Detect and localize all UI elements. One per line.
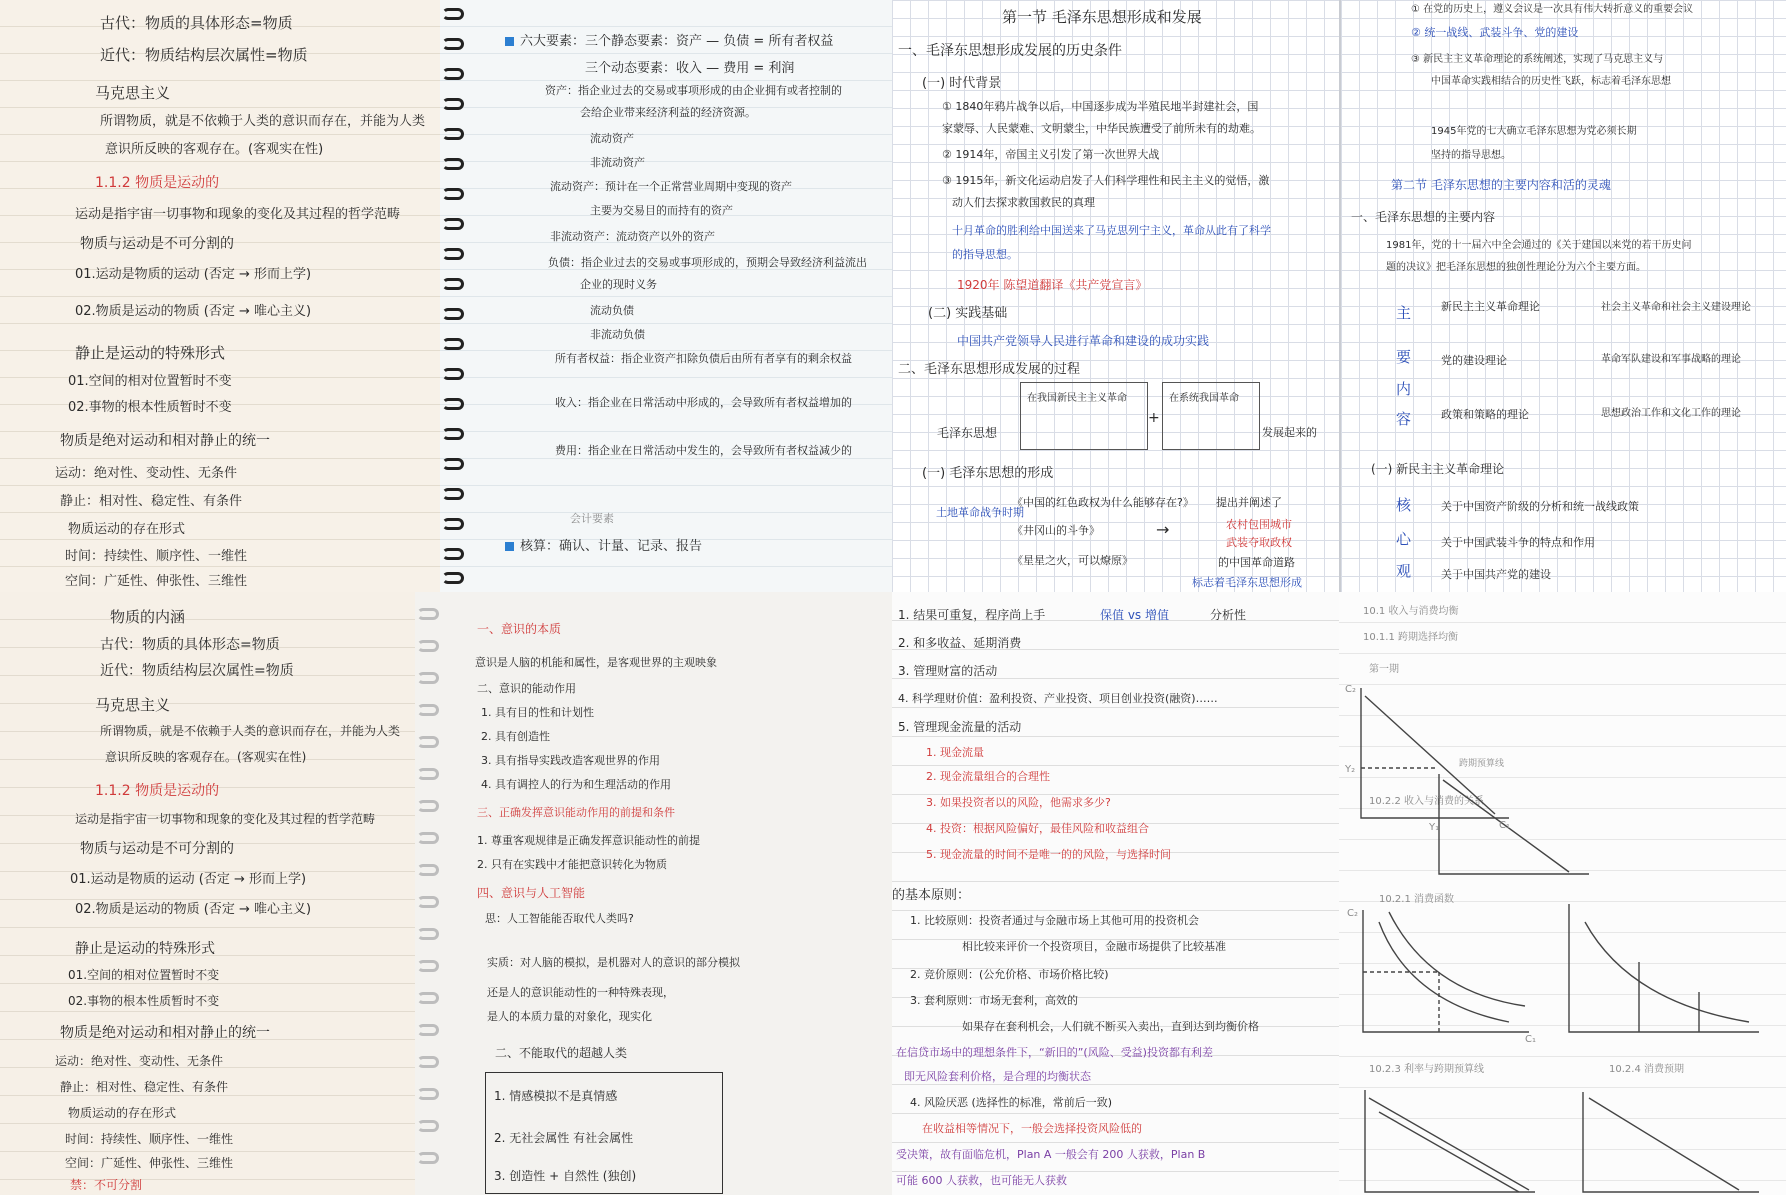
note-line: 《中国的红色政权为什么能够存在?》: [1012, 496, 1194, 509]
note-line: 时间：持续性、顺序性、一维性: [65, 549, 248, 564]
note-line: 流动资产：预计在一个正常营业周期中变现的资产: [550, 180, 792, 193]
note-line: 主要为交易目的而持有的资产: [590, 204, 733, 217]
note-line: 动人们去探求救国救民的真理: [952, 196, 1095, 209]
note-line: 物质的内涵: [110, 608, 186, 626]
note-line: 意识所反映的客观存在。(客观实在性): [105, 142, 324, 157]
note-line: 1. 结果可重复，程序尚上手: [898, 608, 1046, 622]
note-line: 一、毛泽东思想的主要内容: [1351, 210, 1496, 224]
note-line: 流动资产: [590, 132, 634, 145]
note-line: 会给企业带来经济利益的经济资源。: [580, 106, 756, 119]
note-line: 意识是人脑的机能和属性，是客观世界的主观映象: [475, 656, 717, 669]
note-line: 1. 比较原则：投资者通过与金融市场上其他可用的投资机会: [910, 914, 1199, 927]
note-line: 会计要素: [570, 512, 614, 525]
note-line: 禁：不可分割: [70, 1178, 143, 1192]
note-line: 3. 具有指导实践改造客观世界的作用: [481, 754, 660, 767]
note-line: 4. 具有调控人的行为和生理活动的作用: [481, 778, 671, 791]
note-line: 在信贷市场中的理想条件下，“新旧的”(风险、受益)投资都有利差: [896, 1046, 1213, 1059]
note-line: 物质与运动是不可分割的: [80, 841, 234, 857]
note-line: 静止是运动的特殊形式: [75, 344, 226, 362]
note-line: 10.1.1 跨期选择均衡: [1363, 632, 1458, 643]
note-panel-accounting-elements: [440, 0, 892, 592]
note-line: ① 在党的历史上，遵义会议是一次具有伟大转折意义的重要会议: [1411, 4, 1694, 15]
note-line: 分析性: [1210, 608, 1247, 622]
indifference-curve: [1585, 922, 1749, 1022]
note-line: 还是人的意识能动性的一种特殊表现，: [487, 986, 674, 999]
note-line: 物质与运动是不可分割的: [80, 236, 234, 252]
note-line: 2. 无社会属性 有社会属性: [494, 1131, 634, 1145]
note-line: 1. 尊重客观规律是正确发挥意识能动性的前提: [477, 834, 700, 847]
note-line: 农村包围城市: [1226, 518, 1292, 531]
note-line: 《井冈山的斗争》: [1012, 524, 1100, 537]
note-line: 企业的现时义务: [580, 278, 657, 291]
note-line: ③ 新民主主义革命理论的系统阐述，实现了马克思主义与: [1411, 54, 1664, 65]
note-line: 4. 科学理财价值：盈利投资、产业投资、项目创业投资(融资)……: [898, 692, 1218, 705]
note-line: 静止：相对性、稳定性、有条件: [60, 494, 243, 509]
note-line: 相比较来评价一个投资项目，金融市场提供了比较基准: [962, 940, 1226, 953]
note-line: 近代：物质结构层次属性=物质: [100, 663, 294, 679]
note-line: 关于中国武装斗争的特点和作用: [1441, 536, 1595, 549]
note-line: 即无风险套利价格，是合理的均衡状态: [904, 1070, 1091, 1083]
note-line: 静止：相对性、稳定性、有条件: [60, 1080, 229, 1094]
note-line: 所有者权益：指企业资产扣除负债后由所有者享有的剩余权益: [555, 352, 852, 365]
note-line: 四、意识与人工智能: [477, 886, 586, 900]
graph-axes: [1363, 910, 1529, 1032]
note-line: 在我国新民主主义革命: [1027, 393, 1127, 404]
note-line: ③ 1915年，新文化运动启发了人们科学理性和民主主义的觉悟，激: [942, 174, 1270, 187]
note-line: 跨期预算线: [1459, 759, 1505, 769]
note-line: 思：人工智能能否取代人类吗?: [485, 912, 634, 925]
note-line: 中国革命实践相结合的历史性飞跃，标志着毛泽东思想: [1431, 76, 1671, 87]
note-line: 六大要素：三个静态要素：资产 — 负债 = 所有者权益: [505, 30, 833, 49]
graph-axes: [1361, 688, 1509, 818]
note-box: [485, 1072, 723, 1194]
note-line: 意识所反映的客观存在。(客观实在性): [105, 750, 307, 764]
note-line: 第一期: [1369, 664, 1399, 675]
note-line: 主: [1396, 304, 1412, 322]
note-line: 马克思主义: [95, 696, 171, 714]
note-line: 3. 如果投资者以的风险，他需求多少?: [926, 796, 1111, 809]
note-line: 思想政治工作和文化工作的理论: [1601, 408, 1741, 419]
note-line: 土地革命战争时期: [936, 506, 1024, 519]
note-line: 1. 具有目的性和计划性: [481, 706, 594, 719]
note-line: 三、正确发挥意识能动作用的前提和条件: [477, 806, 675, 819]
note-line: 02.事物的根本性质暂时不变: [68, 994, 220, 1008]
note-line: 10.2.3 利率与跨期预算线: [1369, 1064, 1484, 1075]
note-panel-philosophy-matter-2: [0, 592, 415, 1195]
note-line: 1945年党的七大确立毛泽东思想为党必须长期: [1431, 126, 1637, 137]
note-line: 关于中国资产阶级的分析和统一战线政策: [1441, 500, 1639, 513]
note-panel-finance-principles: [892, 592, 1339, 1195]
axis-label: C₁: [1525, 1034, 1536, 1045]
note-line: 2. 具有创造性: [481, 730, 550, 743]
note-line: 政策和策略的理论: [1441, 408, 1529, 421]
note-line: 古代：物质的具体形态=物质: [100, 14, 293, 32]
note-line: 5. 现金流量的时间不是唯一的的风险，与选择时间: [926, 848, 1171, 861]
note-line: 的中国革命道路: [1218, 556, 1295, 569]
note-line: 核算：确认、计量、记录、报告: [505, 535, 702, 554]
note-line: 提出并阐述了: [1216, 496, 1282, 509]
note-panel-mao-thought: [892, 0, 1339, 592]
axis-label: C₂: [1347, 908, 1358, 919]
note-line: 02.事物的根本性质暂时不变: [68, 400, 232, 415]
note-line: 在系统我国革命: [1169, 393, 1239, 404]
spiral-binding: [415, 592, 439, 1195]
note-panel-consumption-graphs: [1339, 592, 1786, 1195]
note-line: 所谓物质，就是不依赖于人类的意识而存在，并能为人类: [100, 724, 401, 738]
note-line: 革命军队建设和军事战略的理论: [1601, 354, 1741, 365]
note-line: 新民主主义革命理论: [1441, 300, 1540, 313]
diagram-box: [1020, 382, 1148, 450]
note-line: 10.1 收入与消费均衡: [1363, 606, 1459, 617]
note-line: 三个动态要素：收入 — 费用 = 利润: [585, 61, 795, 76]
note-line: 收入：指企业在日常活动中形成的，会导致所有者权益增加的: [555, 396, 852, 409]
note-line: 中国共产党领导人民进行革命和建设的成功实践: [957, 334, 1210, 348]
note-line: 10.2.2 收入与消费的关系: [1369, 796, 1484, 807]
graph-axes: [1569, 904, 1759, 1032]
note-line: 1920年 陈望道翻译《共产党宣言》: [957, 278, 1148, 292]
note-line: 内: [1396, 380, 1412, 398]
note-line: 静止是运动的特殊形式: [75, 941, 215, 957]
note-line: 如果存在套利机会，人们就不断买入卖出，直到达到均衡价格: [962, 1020, 1259, 1033]
note-line: 3. 管理财富的活动: [898, 664, 998, 678]
note-line: 可能 600 人获救，也可能无人获救: [896, 1174, 1067, 1187]
note-line: 心: [1396, 530, 1412, 548]
note-line: 的基本原则：: [892, 888, 971, 903]
axis-label: Y₂: [1345, 764, 1356, 775]
note-line: 01.空间的相对位置暂时不变: [68, 374, 232, 389]
note-line: 01.运动是物质的运动 (否定 → 形而上学): [70, 872, 307, 887]
note-line: 01.空间的相对位置暂时不变: [68, 968, 220, 982]
budget-line: [1589, 1098, 1739, 1190]
axis-label: Y₁: [1429, 822, 1440, 833]
note-line: 发展起来的: [1262, 426, 1317, 439]
spiral-binding: [440, 0, 464, 592]
note-line: 费用：指企业在日常活动中发生的，会导致所有者权益减少的: [555, 444, 852, 457]
note-line: 社会主义革命和社会主义建设理论: [1601, 302, 1751, 313]
note-line: 的指导思想。: [952, 248, 1018, 261]
economics-graphs: [1339, 592, 1786, 1195]
note-line: 物质是绝对运动和相对静止的统一: [60, 433, 270, 449]
note-line: 2. 竞价原则：(公允价格、市场价格比较): [910, 968, 1109, 981]
note-line: 毛泽东思想: [937, 426, 998, 440]
note-panel-philosophy-matter: [0, 0, 440, 592]
note-line: (二) 实践基础: [928, 306, 1008, 321]
note-line: 第二节 毛泽东思想的主要内容和活的灵魂: [1391, 178, 1611, 192]
note-line: 十月革命的胜利给中国送来了马克思列宁主义，革命从此有了科学: [952, 224, 1271, 237]
note-line: 非流动资产：流动资产以外的资产: [550, 230, 715, 243]
note-line: 要: [1396, 348, 1412, 366]
note-line: 一、意识的本质: [477, 622, 562, 636]
note-line: 02.物质是运动的物质 (否定 → 唯心主义): [75, 304, 312, 319]
note-line: 2. 和多收益、延期消费: [898, 636, 1022, 650]
note-line: 3. 套利原则：市场无套利，高效的: [910, 994, 1078, 1007]
graph-axes: [1439, 774, 1589, 874]
note-line: 保值 vs 增值: [1100, 608, 1169, 622]
note-line: 物质是绝对运动和相对静止的统一: [60, 1025, 270, 1041]
note-line: 2. 只有在实践中才能把意识转化为物质: [477, 858, 667, 871]
note-line: 受决策，故有面临危机，Plan A 一般会有 200 人获救，Plan B: [896, 1148, 1206, 1161]
note-line: 运动：绝对性、变动性、无条件: [55, 466, 238, 481]
graph-axes: [1365, 1090, 1535, 1192]
note-panel-mao-content: [1339, 0, 1786, 592]
note-line: 家蒙辱、人民蒙难、文明蒙尘，中华民族遭受了前所未有的劫难。: [942, 122, 1261, 135]
note-line: 坚持的指导思想。: [1431, 150, 1511, 161]
note-line: 3. 创造性 + 自然性 (独创): [494, 1169, 637, 1183]
note-line: 非流动负债: [590, 328, 645, 341]
note-line: 古代：物质的具体形态=物质: [100, 637, 280, 653]
note-line: 2. 现金流量组合的合理性: [926, 770, 1050, 783]
note-line: ② 统一战线、武装斗争、党的建设: [1411, 26, 1579, 39]
note-line: (一) 时代背景: [922, 76, 1002, 91]
note-line: 02.物质是运动的物质 (否定 → 唯心主义): [75, 902, 312, 917]
note-line: 核: [1396, 496, 1412, 514]
note-line: 观: [1396, 562, 1412, 580]
note-line: (一) 毛泽东思想的形成: [922, 466, 1054, 481]
note-line: 01.运动是物质的运动 (否定 → 形而上学): [75, 267, 312, 282]
note-line: 马克思主义: [95, 84, 171, 102]
note-line: 空间：广延性、伸张性、三维性: [65, 1156, 234, 1170]
note-line: 4. 投资：根据风险偏好，最佳风险和收益组合: [926, 822, 1149, 835]
note-line: 流动负债: [590, 304, 634, 317]
note-line: 二、毛泽东思想形成发展的过程: [898, 362, 1081, 377]
note-line: 第一节 毛泽东思想形成和发展: [1002, 8, 1202, 26]
plus-sign: +: [1148, 410, 1160, 426]
note-line: 空间：广延性、伸张性、三维性: [65, 574, 248, 589]
budget-line: [1369, 1098, 1529, 1190]
axis-label: C₁: [1499, 820, 1510, 831]
note-panel-consciousness: [415, 592, 892, 1195]
axis-label: C₂: [1345, 684, 1356, 695]
note-line: 容: [1396, 410, 1412, 428]
note-line: 1. 情感模拟不是真情感: [494, 1089, 618, 1103]
note-line: 一、毛泽东思想形成发展的历史条件: [898, 43, 1122, 59]
note-line: 时间：持续性、顺序性、一维性: [65, 1132, 234, 1146]
note-line: 二、不能取代的超越人类: [495, 1046, 628, 1060]
note-line: 是人的本质力量的对象化，现实化: [487, 1010, 652, 1023]
note-line: 1.1.2 物质是运动的: [95, 783, 220, 799]
note-line: 武装夺取政权: [1226, 536, 1292, 549]
note-line: 运动是指宇宙一切事物和现象的变化及其过程的哲学范畴: [75, 812, 376, 826]
diagram-box: [1162, 382, 1260, 450]
note-line: 题的决议》把毛泽东思想的独创性理论分为六个主要方面。: [1386, 262, 1646, 273]
note-line: 5. 管理现金流量的活动: [898, 720, 1022, 734]
note-line: 关于中国共产党的建设: [1441, 568, 1551, 581]
note-line: 负债：指企业过去的交易或事项形成的，预期会导致经济利益流出: [548, 256, 867, 269]
note-line: 所谓物质，就是不依赖于人类的意识而存在，并能为人类: [100, 114, 426, 129]
note-line: 实质：对人脑的模拟，是机器对人的意识的部分模拟: [487, 956, 740, 969]
arrow-right-icon: →: [1156, 520, 1170, 539]
note-line: 10.2.4 消费预期: [1609, 1064, 1684, 1075]
note-line: 党的建设理论: [1441, 354, 1507, 367]
note-line: 1981年，党的十一届六中全会通过的《关于建国以来党的若干历史问: [1386, 240, 1692, 251]
note-line: 运动：绝对性、变动性、无条件: [55, 1054, 224, 1068]
note-line: 资产：指企业过去的交易或事项形成的由企业拥有或者控制的: [545, 84, 842, 97]
note-line: (一) 新民主主义革命理论: [1371, 462, 1505, 476]
note-line: 标志着毛泽东思想形成: [1192, 576, 1302, 589]
note-line: 非流动资产: [590, 156, 645, 169]
note-line: 物质运动的存在形式: [68, 1106, 177, 1120]
note-line: ① 1840年鸦片战争以后，中国逐步成为半殖民地半封建社会，国: [942, 100, 1259, 113]
note-line: 1.1.2 物质是运动的: [95, 175, 220, 191]
note-line: 物质运动的存在形式: [68, 522, 186, 537]
note-line: 4. 风险厌恶 (选择性的标准，常前后一致): [910, 1096, 1113, 1109]
note-line: 运动是指宇宙一切事物和现象的变化及其过程的哲学范畴: [75, 207, 401, 222]
graph-axes: [1583, 1092, 1759, 1192]
note-line: 二、意识的能动作用: [477, 682, 576, 695]
note-line: 《星星之火，可以燎原》: [1012, 554, 1133, 567]
note-line: 在收益相等情况下，一般会选择投资风险低的: [922, 1122, 1142, 1135]
budget-line: [1365, 696, 1495, 814]
note-line: 1. 现金流量: [926, 746, 984, 759]
indifference-curve: [1389, 912, 1525, 1006]
note-line: 近代：物质结构层次属性=物质: [100, 46, 308, 64]
note-line: ② 1914年，帝国主义引发了第一次世界大战: [942, 148, 1160, 161]
note-line: 10.2.1 消费函数: [1379, 894, 1454, 905]
